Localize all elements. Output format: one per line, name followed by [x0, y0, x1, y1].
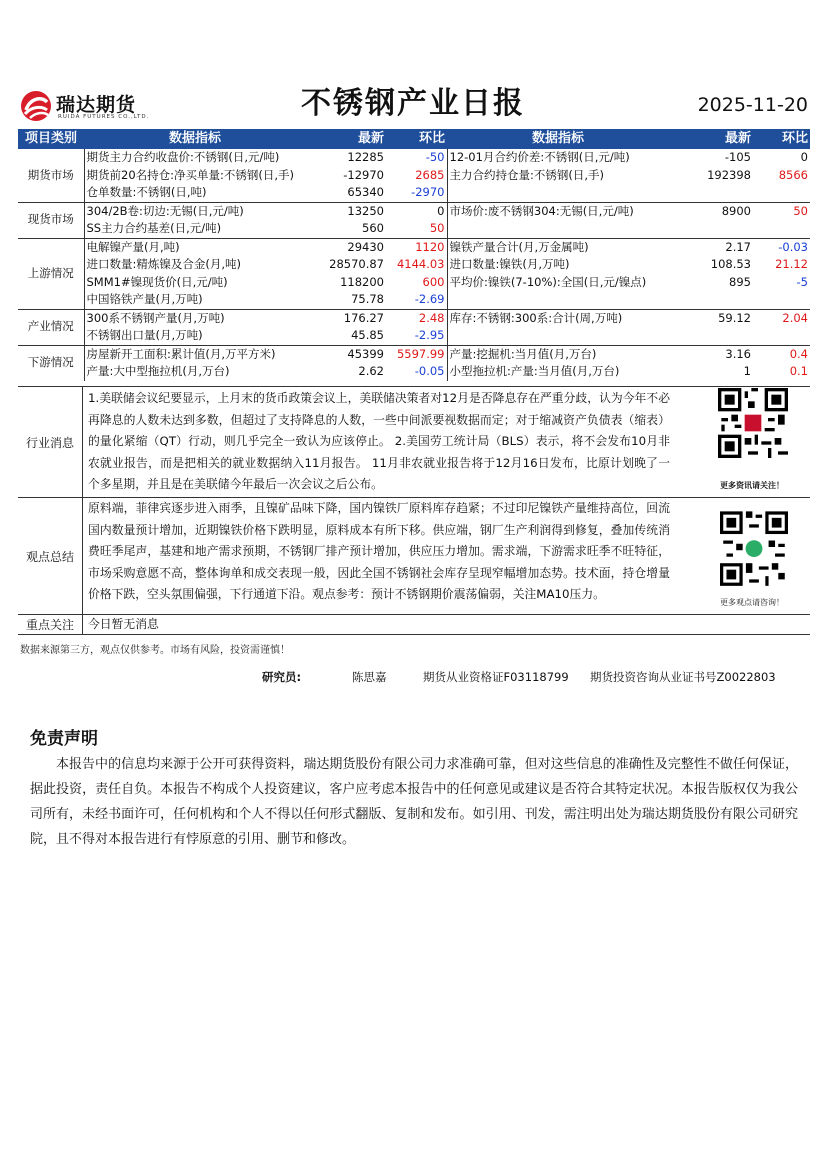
category-cell: 现货市场: [18, 202, 84, 238]
change-value-left: -2970: [386, 184, 447, 202]
table-row: [18, 220, 810, 238]
category-cell: 产业情况: [18, 309, 84, 345]
header-indicator-left: 数据指标: [84, 129, 306, 149]
indicator-name-left: 产量:大中型拖拉机(月,万台): [86, 364, 230, 378]
table-row: [18, 238, 810, 256]
latest-value-right: -105: [724, 150, 751, 164]
header-change-left: 环比: [386, 129, 447, 149]
latest-value-left: 29430: [306, 238, 386, 256]
latest-value-left: 45399: [306, 345, 386, 363]
latest-value-right: 1: [743, 364, 751, 378]
indicator-name-left: SS主力合约基差(日,元/吨): [86, 221, 222, 235]
data-source-note: 数据来源第三方，观点仅供参考。市场有风险，投资需谨慎！: [20, 645, 290, 656]
latest-value-right: [669, 291, 753, 309]
researcher-name: 陈思嘉: [352, 670, 387, 684]
latest-value-left: 13250: [306, 202, 386, 220]
summary-text: 原料端，菲律宾逐步进入雨季，且镍矿品味下降，国内镍铁厂原料库存趋紧；不过印尼镍铁产量维持高位，回流国内数量预计增加，近期镍铁价格下跌明显，原料成本有所下移。供应端，钢厂生产利润得到修复，叠加传统消费旺季尾声，基建和地产需求预期，不锈钢厂排产预计增加，供应压力增加。需求端，下游需求旺季不旺特征，市场采购意愿不高，整体询单和成交表现一般，因此全国不锈钢社会库存呈现窄幅增加态势。技术面，持仓增量价格下跌，空头氛围偏强，下行通道下沿。观点参考：预计不锈钢期价震荡偏弱，关注MA10压力。: [88, 501, 670, 601]
header-latest-left: 最新: [306, 129, 386, 149]
wechat-qr-code-icon: [720, 504, 788, 590]
change-value-right: [753, 220, 810, 238]
industry-news-label: 行业消息: [18, 387, 83, 498]
indicator-name-right: [447, 184, 669, 202]
indicator-name-right: 主力合约持仓量:不锈钢(日,手): [449, 167, 605, 182]
qr-code-icon: [718, 388, 788, 458]
latest-value-left: 28570.87: [329, 257, 384, 271]
table-row: [18, 167, 810, 185]
latest-value-right: 895: [729, 274, 751, 289]
indicator-name-left: 仓单数量:不锈钢(日,吨): [86, 185, 207, 199]
data-table: [18, 129, 810, 381]
indicator-name-left: SMM1#镍现货价(日,元/吨): [86, 274, 228, 289]
advisory-license: 期货投资咨询从业证书号Z0022803: [590, 670, 776, 684]
indicator-name-left: 300系不锈钢产量(月,万吨): [84, 309, 306, 327]
focus-text: 今日暂无消息: [88, 617, 159, 631]
latest-value-left: 45.85: [351, 328, 384, 342]
logo-text: 瑞达期货: [56, 94, 137, 116]
change-value-right: [753, 184, 810, 202]
latest-value-left: 12285: [347, 150, 384, 164]
qr-caption-news: 更多资讯请关注！: [720, 481, 784, 490]
latest-value-right: [669, 184, 753, 202]
change-value-left: 5597.99: [386, 345, 447, 363]
disclaimer-text: 本报告中的信息均来源于公开可获得资料，瑞达期货股份有限公司力求准确可靠，但对这些信息的准确性及完整性不做任何保证，据此投资，责任自负。本报告不构成个人投资建议，客户应考虑本报告中的任何意见或建议是否符合其特定状况。本报告版权仅为我公司所有，未经书面许可，任何机构和个人不得以任何形式翻版、复制和发布。如引用、刊发，需注明出处为瑞达期货股份有限公司研究院，且不得对本报告进行有悖原意的引用、删节和修改。: [30, 757, 798, 847]
latest-value-left: 118200: [340, 274, 384, 289]
table-body: [18, 149, 810, 381]
latest-value-right: 59.12: [669, 309, 753, 327]
page-title: 不锈钢产业日报: [301, 86, 525, 121]
latest-value-left: 560: [362, 221, 384, 235]
change-value-left: 2.48: [386, 309, 447, 327]
change-value-left: 0: [386, 202, 447, 220]
latest-value-left: 2.62: [358, 364, 384, 378]
change-value-right: 0.1: [789, 364, 808, 378]
latest-value-right: 192398: [707, 167, 751, 182]
focus-section: [18, 614, 810, 635]
latest-value-right: [669, 220, 753, 238]
latest-value-left: 75.78: [351, 292, 384, 306]
indicator-name-right: [447, 291, 669, 309]
header-category: 项目类别: [18, 129, 84, 149]
table-row: [18, 202, 810, 220]
futures-license: 期货从业资格证F03118799: [423, 670, 569, 684]
table-header-row: [18, 129, 810, 149]
change-value-left: 2685: [386, 167, 447, 185]
latest-value-left: -12970: [343, 167, 384, 182]
change-value-left: 600: [386, 274, 447, 292]
indicator-name-left: 期货前20名持仓:净买单量:不锈钢(日,手): [86, 167, 295, 182]
focus-label: 重点关注: [18, 615, 83, 634]
indicator-name-right: 市场价:废不锈钢304:无锡(日,元/吨): [447, 202, 669, 220]
header-indicator-right: 数据指标: [447, 129, 669, 149]
change-value-right: 0: [800, 150, 808, 164]
table-row: [18, 274, 810, 292]
indicator-name-left: 进口数量:精炼镍及合金(月,吨): [86, 257, 242, 271]
disclaimer-title: 免责声明: [30, 729, 98, 749]
indicator-name-right: [447, 220, 669, 238]
table-row: [18, 291, 810, 309]
table-row: [18, 345, 810, 363]
report-date: 2025-11-20: [697, 94, 808, 116]
latest-value-left: 65340: [347, 185, 384, 199]
latest-value-right: 8900: [669, 202, 753, 220]
table-row: [18, 363, 810, 381]
change-value-right: [753, 327, 810, 345]
change-value-right: [753, 291, 810, 309]
indicator-name-right: 平均价:镍铁(7-10%):全国(日,元/镍点): [449, 274, 647, 289]
category-cell: 上游情况: [18, 238, 84, 309]
header-change-right: 环比: [753, 129, 810, 149]
table-row: [18, 184, 810, 202]
indicator-name-left: 期货主力合约收盘价:不锈钢(日,元/吨): [86, 150, 280, 164]
indicator-name-left: 电解镍产量(月,吨): [84, 238, 306, 256]
indicator-name-left: 中国铬铁产量(月,万吨): [86, 292, 203, 306]
latest-value-left: 176.27: [306, 309, 386, 327]
indicator-name-right: 镍铁产量合计(月,万金属吨): [447, 238, 669, 256]
indicator-name-left: 房屋新开工面积:累计值(月,万平方米): [84, 345, 306, 363]
indicator-name-right: 12-01月合约价差:不锈钢(日,元/吨): [449, 150, 630, 164]
change-value-right: 8566: [778, 167, 808, 182]
indicator-name-left: 304/2B卷:切边:无锡(日,元/吨): [84, 202, 306, 220]
category-cell: 期货市场: [18, 149, 84, 202]
change-value-right: 2.04: [753, 309, 810, 327]
indicator-name-right: 产量:挖掘机:当月值(月,万台): [447, 345, 669, 363]
change-value-left: -2.69: [386, 291, 447, 309]
summary-section: [18, 497, 810, 615]
table-row: [18, 256, 810, 274]
researcher-label: 研究员:: [262, 670, 302, 684]
category-cell: 下游情况: [18, 345, 84, 381]
indicator-name-right: 小型拖拉机:产量:当月值(月,万台): [449, 364, 620, 378]
change-value-left: 4144.03: [386, 256, 447, 274]
table-row: [18, 309, 810, 327]
change-value-left: 1120: [386, 238, 447, 256]
latest-value-right: 108.53: [710, 257, 751, 271]
change-value-left: -50: [386, 149, 447, 167]
change-value-left: -0.05: [386, 363, 447, 381]
logo-english: RUIDA FUTURES CO.,LTD.: [58, 114, 150, 120]
summary-label: 观点总结: [18, 498, 83, 615]
qr-caption-summary: 更多观点请咨询！: [720, 598, 784, 607]
change-value-left: 50: [386, 220, 447, 238]
industry-news-text: 1.美联储会议纪要显示，上月末的货币政策会议上，美联储决策者对12月是否降息存在严重分歧，认为今年不必再降息的人数未达到多数，但超过了支持降息的人数，一些中间派要视数据而定；对于缩减资产负债表（缩表）的量化紧缩（QT）行动，则几乎完全一致认为应该停止。 2.美国劳工统计局（BLS）表示，将不会发布10月非农就业报告，而是把相关的就业数据纳入11月报告。 11月非农就业报告将于12月16日发布，比原计划晚了一个多星期，并且是在美联储今年最后一次会议之后公布。: [88, 391, 670, 491]
change-value-left: -2.95: [386, 327, 447, 345]
indicator-name-right: 进口数量:镍铁(月,万吨): [449, 257, 570, 271]
latest-value-right: 3.16: [669, 345, 753, 363]
change-value-right: 0.4: [753, 345, 810, 363]
indicator-name-left: 不锈钢出口量(月,万吨): [86, 328, 203, 342]
change-value-right: 21.12: [775, 257, 808, 271]
change-value-right: -5: [796, 274, 808, 289]
industry-news-section: [18, 386, 810, 498]
header-latest-right: 最新: [669, 129, 753, 149]
change-value-right: -0.03: [753, 238, 810, 256]
latest-value-right: [669, 327, 753, 345]
change-value-right: 50: [753, 202, 810, 220]
indicator-name-right: [447, 327, 669, 345]
table-row: [18, 149, 810, 167]
latest-value-right: 2.17: [669, 238, 753, 256]
table-row: [18, 327, 810, 345]
indicator-name-right: 库存:不锈钢:300系:合计(周,万吨): [447, 309, 669, 327]
